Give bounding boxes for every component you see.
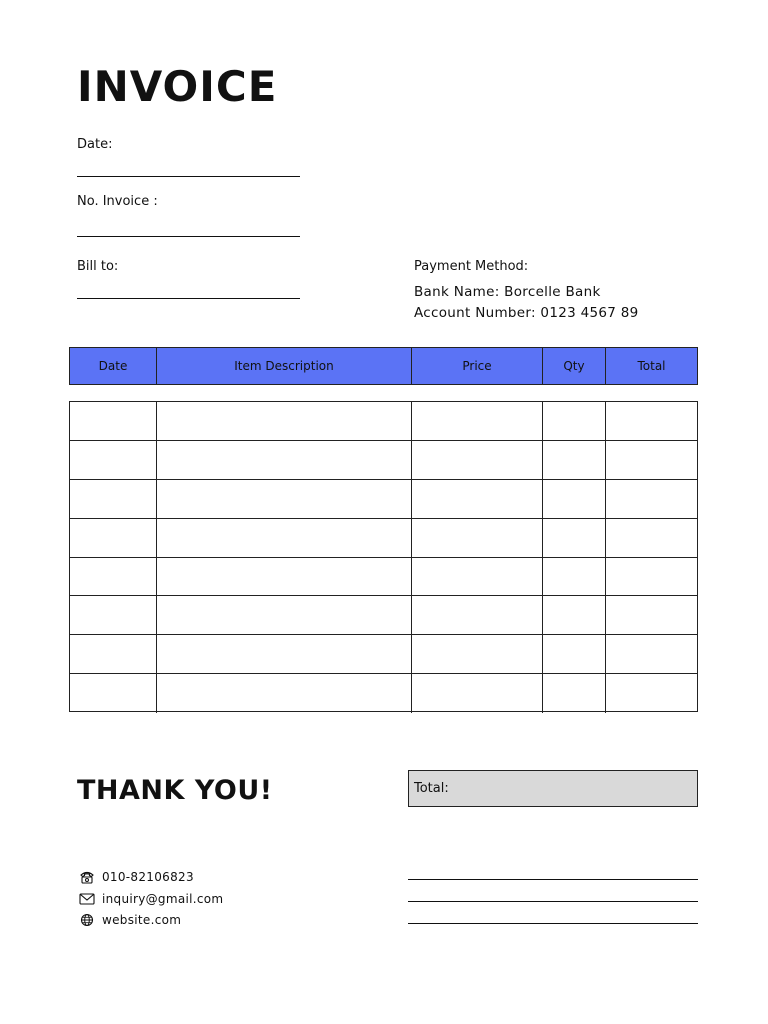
cell-date[interactable] <box>70 558 157 596</box>
table-header <box>69 347 698 385</box>
table-row <box>70 480 697 519</box>
payment-method-heading: Payment Method: <box>414 259 529 274</box>
cell-qty[interactable] <box>543 480 606 518</box>
signature-line-2[interactable] <box>408 901 698 902</box>
bill-to-label: Bill to: <box>77 259 119 274</box>
cell-qty[interactable] <box>543 674 606 713</box>
cell-date[interactable] <box>70 441 157 479</box>
phone-icon <box>79 870 95 884</box>
cell-description[interactable] <box>157 441 412 479</box>
bank-name: Bank Name: Borcelle Bank <box>414 284 601 300</box>
cell-price[interactable] <box>412 558 543 596</box>
cell-description[interactable] <box>157 674 412 713</box>
cell-qty[interactable] <box>543 519 606 557</box>
email-address[interactable]: inquiry@gmail.com <box>102 892 224 906</box>
cell-price[interactable] <box>412 441 543 479</box>
cell-total[interactable] <box>606 480 697 518</box>
cell-qty[interactable] <box>543 596 606 634</box>
total-box[interactable] <box>408 770 698 807</box>
date-label: Date: <box>77 137 113 152</box>
cell-qty[interactable] <box>543 402 606 440</box>
total-label: Total: <box>414 781 449 796</box>
header-qty: Qty <box>543 348 606 384</box>
cell-description[interactable] <box>157 596 412 634</box>
table-row <box>70 596 697 635</box>
cell-date[interactable] <box>70 519 157 557</box>
contact-email <box>79 892 223 906</box>
invoice-number-label: No. Invoice : <box>77 194 158 209</box>
contact-website <box>79 913 181 927</box>
cell-price[interactable] <box>412 519 543 557</box>
items-table-body <box>69 401 698 712</box>
website-link[interactable]: website.com <box>102 913 182 927</box>
cell-date[interactable] <box>70 596 157 634</box>
cell-description[interactable] <box>157 480 412 518</box>
header-date: Date <box>70 348 157 384</box>
signature-line-3[interactable] <box>408 923 698 924</box>
cell-date[interactable] <box>70 480 157 518</box>
table-row <box>70 635 697 674</box>
globe-icon <box>79 913 95 927</box>
cell-date[interactable] <box>70 635 157 673</box>
contact-phone <box>79 870 194 884</box>
cell-total[interactable] <box>606 441 697 479</box>
cell-price[interactable] <box>412 480 543 518</box>
cell-total[interactable] <box>606 402 697 440</box>
cell-date[interactable] <box>70 402 157 440</box>
table-row <box>70 674 697 713</box>
cell-price[interactable] <box>412 635 543 673</box>
cell-total[interactable] <box>606 635 697 673</box>
header-price: Price <box>412 348 543 384</box>
table-row <box>70 558 697 597</box>
cell-total[interactable] <box>606 558 697 596</box>
cell-qty[interactable] <box>543 558 606 596</box>
thank-you-heading: THANK YOU! <box>77 775 273 806</box>
account-number: Account Number: 0123 4567 89 <box>414 305 639 321</box>
bill-to-field-line[interactable] <box>77 298 300 299</box>
cell-total[interactable] <box>606 519 697 557</box>
phone-number[interactable]: 010-82106823 <box>102 870 194 884</box>
header-item-description: Item Description <box>157 348 412 384</box>
cell-description[interactable] <box>157 402 412 440</box>
invoice-title: INVOICE <box>77 62 278 111</box>
mail-icon <box>79 892 95 906</box>
header-total: Total <box>637 359 666 373</box>
table-row <box>70 519 697 558</box>
cell-total[interactable] <box>606 674 697 713</box>
cell-description[interactable] <box>157 519 412 557</box>
cell-total[interactable] <box>606 596 697 634</box>
cell-date[interactable] <box>70 674 157 713</box>
cell-price[interactable] <box>412 596 543 634</box>
table-row <box>70 441 697 480</box>
invoice-number-field-line[interactable] <box>77 236 300 237</box>
table-row <box>70 402 697 441</box>
cell-description[interactable] <box>157 558 412 596</box>
cell-qty[interactable] <box>543 441 606 479</box>
cell-description[interactable] <box>157 635 412 673</box>
date-field-line[interactable] <box>77 176 300 177</box>
cell-price[interactable] <box>412 402 543 440</box>
cell-price[interactable] <box>412 674 543 713</box>
cell-qty[interactable] <box>543 635 606 673</box>
signature-line-1[interactable] <box>408 879 698 880</box>
